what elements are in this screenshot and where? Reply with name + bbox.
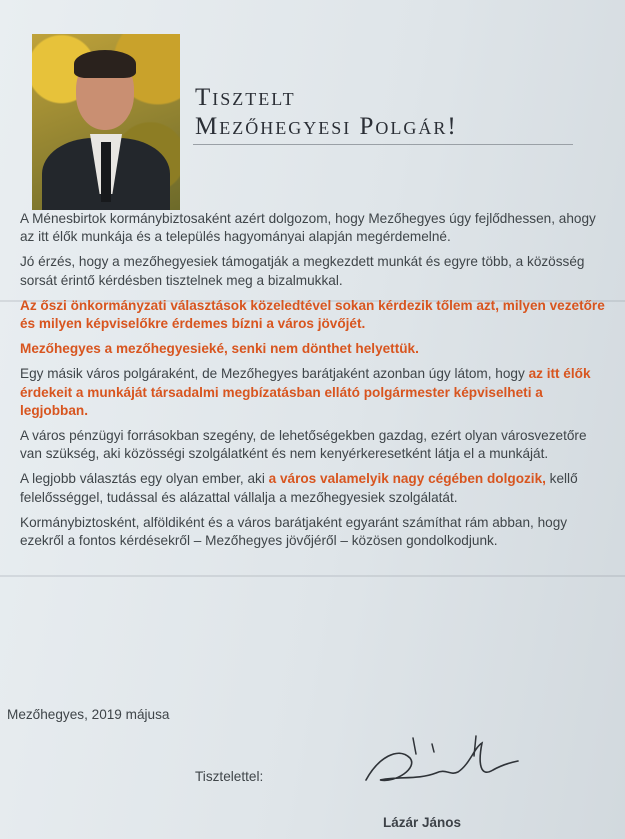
letter-title [195,83,458,141]
paper-fold [0,575,625,577]
portrait-photo [32,34,180,210]
paragraph-2: Jó érzés, hogy a mezőhegyesiek támogatják a megkezdett munkát és egyre több, a közösség sorsát érintő kérdésben tisztelnek meg a bizalmukkal. [20,254,585,288]
signer-name: Lázár János [383,815,462,830]
paragraph-6: A város pénzügyi forrásokban szegény, de lehetőségekben gazdag, ezért olyan városvezetőre van szükség, aki közösségi szolgálatként és nem kenyérkeresetként látja el a munkáját. [20,428,587,462]
paragraph-8: Kormánybiztosként, alföldiként és a város barátjaként egyaránt számíthat rám abban, hogy ezekről a fontos kérdésekről – Mezőhegyes jövőjéről – közösen gondolkodjunk. [20,514,568,549]
title-divider [193,144,573,145]
paragraph-7-text-end: kellő felelősséggel, tudással és alázattal vállalja a mezőhegyesiek szolgálatát. [20,471,578,505]
paragraph-7-text: A legjobb választás egy olyan ember, aki [20,471,269,487]
paragraph-5-text: Egy másik város polgáraként, de Mezőhegyes barátjaként azonban úgy látom, hogy [20,366,529,382]
letter-body [20,210,610,550]
paragraph-7-highlight: a város valamelyik nagy cégében dolgozik, [268,471,546,487]
paragraph-5 [20,365,610,420]
paragraph-7 [20,470,610,506]
highlight-paragraph-4: Mezőhegyes a mezőhegyesieké, senki nem dönthet helyettük. [20,341,419,357]
title-line-2: Mezőhegyesi Polgár! [195,113,458,140]
handwritten-signature [358,728,528,808]
paragraph-5-highlight: az itt élők érdekeit a munkáját társadalmi megbízatásban ellátó polgármester képviselheti a legjobban. [20,366,591,418]
title-line-1: Tisztelt [195,84,296,111]
highlight-paragraph-3: Az őszi önkormányzati választások közeledtével sokan kérdezik tőlem azt, milyen vezetőre és milyen képviselőkre érdemes bízni a város jövőjét. [20,297,605,332]
place-date: Mezőhegyes, 2019 májusa [7,707,170,722]
paragraph-1: A Ménesbirtok kormánybiztosaként azért dolgozom, hogy Mezőhegyes úgy fejlődhessen, ahogy az itt élők munkája és a település hagyományai alapján megérdemelné. [20,211,596,245]
closing-greeting: Tisztelettel: [195,769,264,784]
